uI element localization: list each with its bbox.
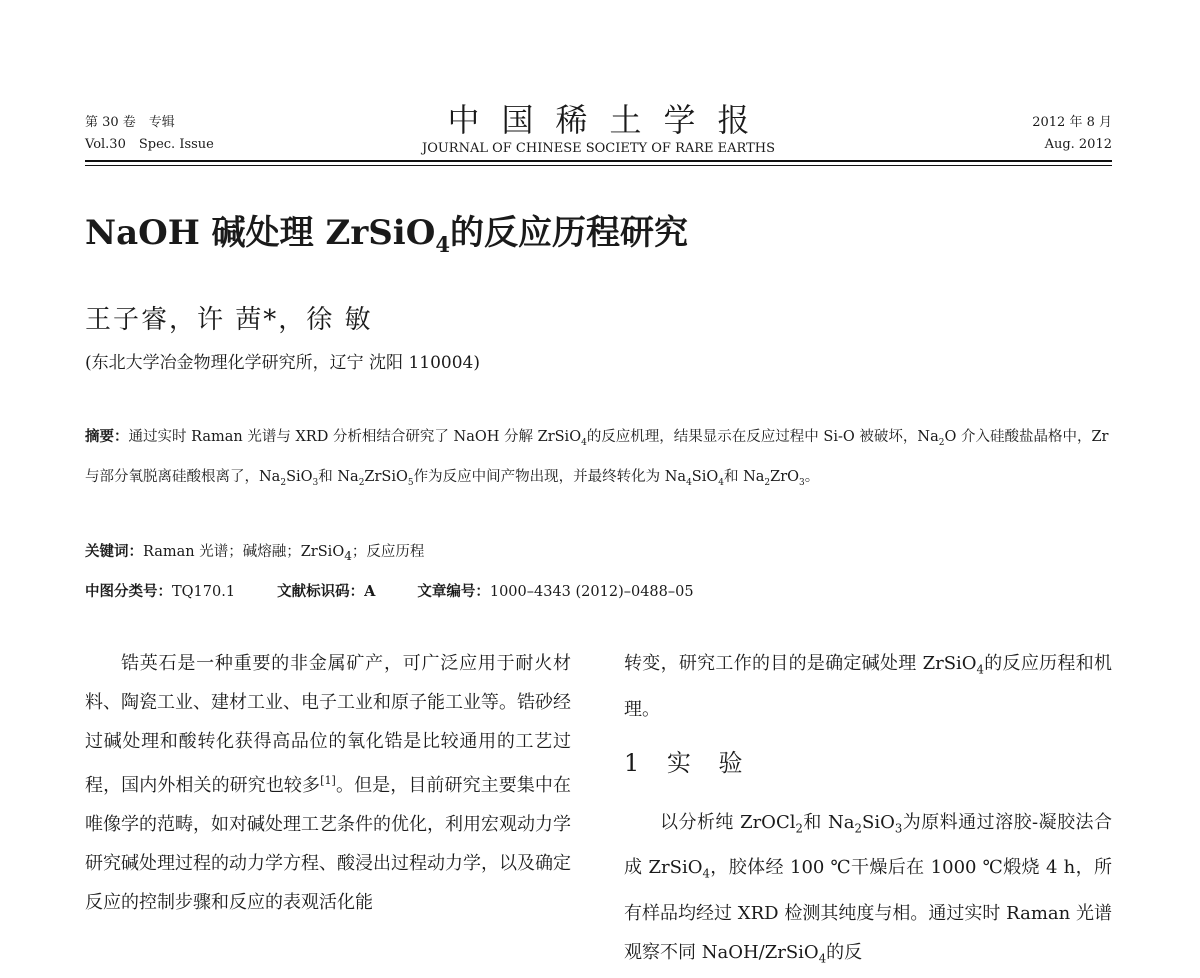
abstract: 摘要：通过实时 Raman 光谱与 XRD 分析相结合研究了 NaOH 分解 ZrSiO$_4$的反应机理，结果显示在反应过程中 Si-O 被破坏，$Na_2O$ 介入硅酸盐晶格中，Zr 与部分氧脱离硅酸根离了，$Na_2SiO_3$和 $Na_2ZrSiO_5$作为反应中间产物出现，并最终转化为 $Na_4SiO_4$和 $Na_2ZrO_3$。 (85, 428, 1109, 488)
body-column-right (624, 644, 1112, 978)
article-number-value: 1000–4343 (2012)–0488–05 (489, 584, 694, 600)
keywords-label: 关键词： (85, 543, 143, 560)
doc-code-value: A (364, 583, 376, 600)
article-number-label: 文章编号： (417, 583, 490, 600)
citation-ref: [1] (320, 774, 336, 787)
classification-line (85, 580, 694, 604)
abstract-label: 摘要： (85, 428, 129, 445)
header-rule-thick (85, 160, 1112, 162)
intro-paragraph: 锆英石是一种重要的非金属矿产，可广泛应用于耐火材料、陶瓷工业、建材工业、电子工业和原子能工业等。锆砂经过碱处理和酸转化获得高品位的氧化锆是比较通用的工艺过程，国内外相关的研究也较多[1]。但是，目前研究主要集中在唯像学的范畴，如对碱处理工艺条件的优化，利用宏观动力学研究碱处理过程的动力学方程、酸浸出过程动力学，以及确定反应的控制步骤和反应的表观活化能 (85, 653, 571, 913)
date-en: Aug. 2012 (1044, 137, 1112, 152)
volume-cn: 第 30 卷 专辑 (85, 115, 175, 130)
affiliation: (东北大学冶金物理化学研究所，辽宁 沈阳 110004) (85, 353, 480, 373)
journal-name-cn: 中国稀土学报 (447, 101, 772, 139)
keywords: 关键词：Raman 光谱；碱熔融；ZrSiO$_4$；反应历程 (85, 543, 425, 563)
section-heading-experiment: 1 实 验 (624, 748, 753, 777)
experiment-paragraph: 以分析纯 ZrOCl$_2$和 $Na_2SiO_3$为原料通过溶胶-凝胶法合成 ZrSiO$_4$，胶体经 100 ℃干燥后在 1000 ℃煅烧 4 h，所有样品均经过 XRD 检测其纯度与相。通过实时 Raman 光谱观察不同 NaOH/ZrSiO$_4$的反 (624, 811, 1113, 966)
journal-name (85, 100, 1112, 158)
author-list: 王子睿，许 茜*，徐 敏 (85, 305, 373, 335)
clc-label: 中图分类号： (85, 583, 172, 600)
date-cn: 2012 年 8 月 (1032, 115, 1112, 130)
doc-code-label: 文献标识码： (277, 583, 365, 600)
article-title: NaOH 碱处理 ZrSiO$_4$的反应历程研究 (85, 213, 689, 257)
issue-date (1032, 112, 1112, 156)
journal-name-en: JOURNAL OF CHINESE SOCIETY OF RARE EARTHS (421, 141, 776, 156)
body-column-left (85, 644, 571, 922)
intro-paragraph-continued: 转变，研究工作的目的是确定碱处理 ZrSiO$_4$的反应历程和机理。 (624, 653, 1112, 720)
header-rule-thin (85, 165, 1112, 166)
volume-en: Vol.30 Spec. Issue (85, 137, 214, 152)
clc-value: TQ170.1 (172, 584, 236, 600)
